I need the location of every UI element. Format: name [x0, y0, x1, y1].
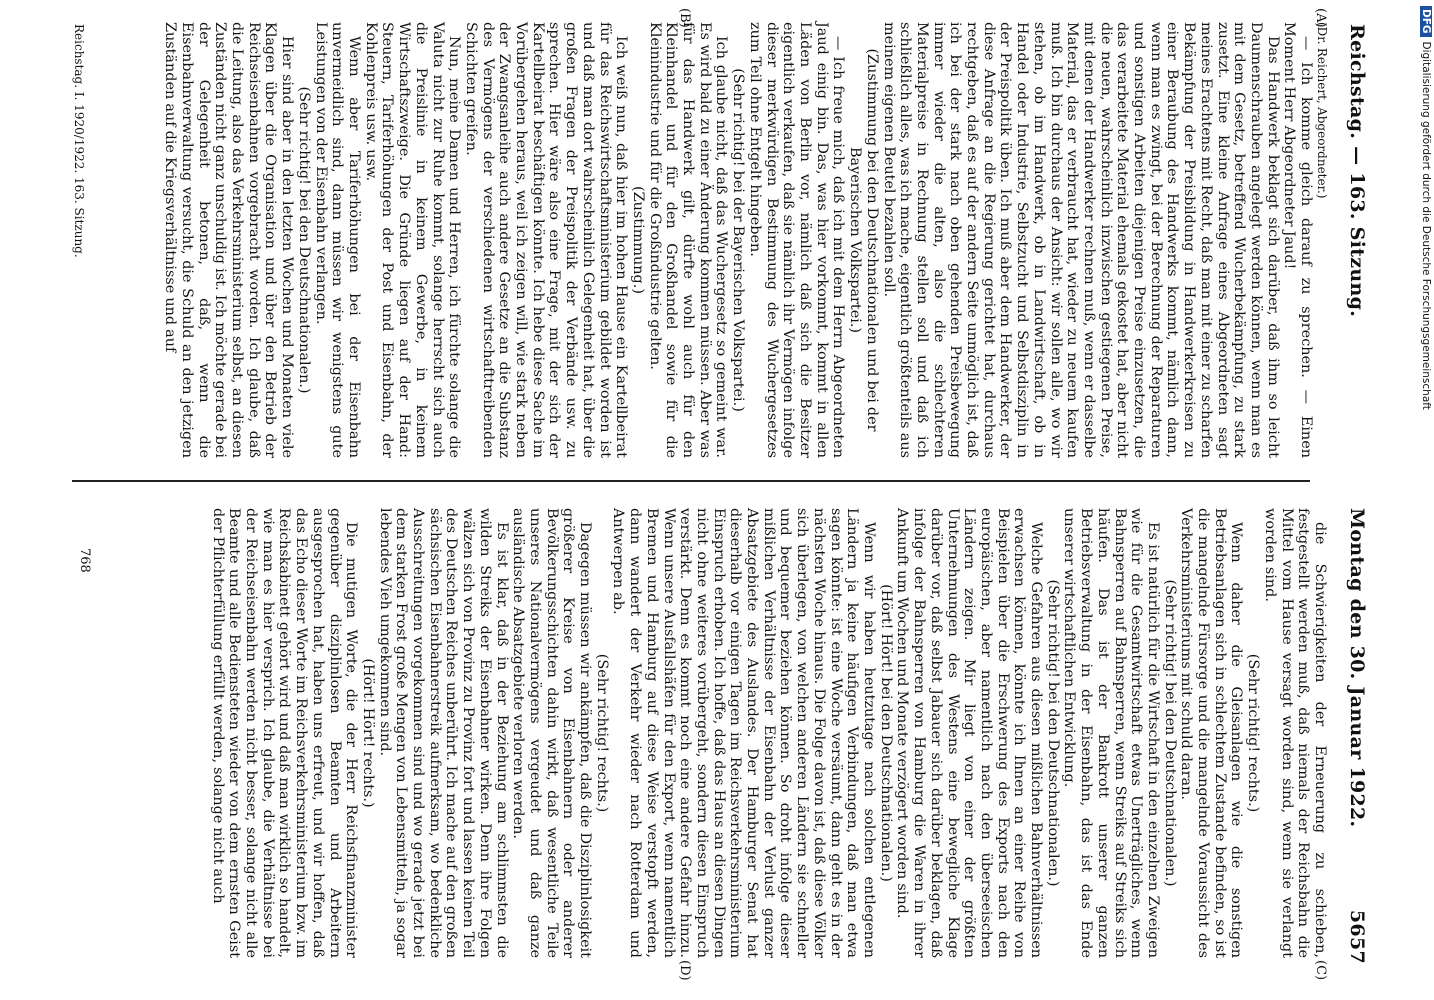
paragraph: (Dr. Reichert, Abgeordneter.) — [1315, 22, 1329, 199]
paragraph: (Hört! Hört! bei den Deutschnationalen.) — [877, 584, 894, 882]
paragraph: die Schwierigkeiten der Erneuerung zu schieben, festgestellt werden muß, daß niemals der Reichsbahn die Mittel vom Hause versagt worden sind, wenn sie verlangt worden sind. — [1261, 508, 1328, 958]
paragraph: — Ich freue mich, daß ich mit dem Herrn Abgeordneten Jaud einig bin. Das, was hier vorkommt, kommt in allen Läden von Berlin vor, nämlich daß sich die Besitzer eigentlich verkaufen, daß sie nämlich ihr Vermögen infolge dieser merkwürdigen Bestimmung des Wuchergesetzes zum Teil ohne Entgelt hingeben. — [746, 22, 847, 458]
paragraph: — Ich komme gleich darauf zu sprechen. — Einen Moment Herr Abgeordneter Jaud! — [1281, 22, 1315, 458]
paragraph: Wenn wir haben heutzutage nach solchen entlegenen Ländern ja keine häufigen Verbindungen, daß man etwa sagen könnte: ist eine Woche versäumt, dann geht es in der nächsten Woche hinaus. Die Folge davon ist, daß diese Völker sich überlegen, von welchen anderen Ländern sie schneller und bequemer beziehen können. So droht infolge dieser mißlichen Verhältnisse der Eisenbahn der Verlust ganzer Absatzgebiete des Auslandes. Der Hamburger Senat hat dieserhalb vor einigen Tagen im Reichsverkehrsministerium Einspruch erhoben. Ich hoffe, daß das Haus an diesen Dingen nicht ohne weiteres vorübergeht, sondern diesen Einspruch verstärkt. Denn es kommt noch eine andere Gefahr hinzu. Wenn unsere Ausfallshäfen für den Export, wenn namentlich Bremen und Hamburg auf diese Weise verstopft werden, dann wandert der Verkehr wieder nach Rotterdam und Antwerpen ab. — [610, 508, 878, 958]
column-divider — [72, 480, 1310, 482]
header-date: Montag den 30. Januar 1922. — [1346, 508, 1368, 828]
margin-marker-d: (D) — [677, 960, 692, 981]
paragraph: (Hört! Hört! rechts.) — [359, 658, 376, 808]
dfg-credit-text: Digitalisierung gefördert durch die Deutsche Forschungsgemeinschaft — [1420, 41, 1432, 410]
paragraph: Ich weiß nun, daß hier im hohen Hause ein Kartellbeirat für das Reichswirtschaftsministerium gebildet worden ist und daß man dort wahrscheinlich Gelegenheit hat, über die großen Fragen der Preispolitik der Verbände usw. zu sprechen. Hier wäre also eine Frage, mit der sich der Kartellbeirat beschäftigen könnte. Ich hebe diese Sache im Vorübergehen heraus, weil ich zeigen will, wie stark neben der Zwangsanleihe auch andere Gesetze an die Substanz des Vermögens der verschiedenen wirtschafttreibenden Schichten greifen. — [462, 22, 630, 458]
dfg-logo: DFG — [1420, 6, 1432, 37]
paragraph: Wenn aber Tariferhöhungen bei der Eisenbahn unvermeidlich sind, dann müssen wir wenigstens gute Leistungen von der Eisenbahn verlangen. — [312, 22, 363, 458]
dfg-sidebar — [1412, 6, 1434, 994]
paragraph: Das Handwerk beklagt sich darüber, daß ihm so leicht Daumenschrauben angelegt werden können, wenn man es mit dem Gesetz, betreffend Wucherbekämpfung, zu stark zusetzt. Eine kleine Anfrage eines Abgeordneten sagt meines Erachtens mit Recht, daß man mit einer zu scharfen Bekämpfung der Preisbildung in Handwerkerkreisen zu einer Beraubung des Handwerks kommt, nämlich dann, wenn man es zwingt, bei der Berechnung der Reparaturen und sonstigen Arbeiten diejenigen Preise einzusetzen, die das verarbeitete Material ehemals gekostet hat, aber nicht die neuen, wahrscheinlich inzwischen gestiegenen Preise, mit denen der Handwerker rechnen muß, wenn er dasselbe Material, das er verbraucht hat, wieder zu neuem kaufen muß. Ich bin durchaus der Ansicht: wir sollen alle, wo wir stehen, ob im Handwerk, ob in Landwirtschaft, ob in Handel oder Industrie, Selbstzucht und Selbstdisziplin in der Preispolitik üben. Ich muß aber dem Handwerker, der diese Anfrage an die Regierung gerichtet hat, durchaus rechtgeben, daß es auf der andern Seite unmöglich ist, daß ich bei der stark nach oben gehenden Preisbewegung immer wieder die alten, also die schlechteren Materialpreise in Rechnung stellen soll und daß ich schließlich alles, was ich mache, eigentlich größtenteils aus meinem eigenen Beutel bezahlen soll. — [880, 22, 1281, 458]
margin-marker-a: (A) — [1313, 8, 1328, 28]
header-session: Reichstag. — 163. Sitzung. — [1346, 24, 1368, 318]
paragraph: (Zustimmung bei den Deutschnationalen und bei der Bayerischen Volkspartei.) — [847, 48, 880, 432]
paragraph: (Sehr richtig! rechts.) — [593, 653, 610, 813]
paragraph: Wenn daher die Gleisanlagen wie die sonstigen Betriebsanlagen sich in schlechtem Zustande befinden, so ist die mangelnde Fürsorge und die mangelnde Voraussicht des Verkehrsministeriums mit schuld daran. — [1178, 508, 1245, 958]
paragraph: (Sehr richtig! rechts.) — [1245, 653, 1262, 813]
right-column — [209, 508, 1328, 958]
paragraph: Hier sind aber in den letzten Wochen und Monaten viele Klagen über die Organisation und über den Betrieb der Reichseisenbahnen vorgebracht worden. Ich glaube, daß die Leitung, also das Verkehrsministerium selbst, an diesen Zuständen nicht ganz unschuldig ist. Ich möchte gerade bei der Gelegenheit betonen, daß, wenn die Eisenbahnverwaltung versucht, die Schuld an den jetzigen Zuständen auf die Kriegsverhältnisse und auf — [162, 22, 296, 458]
paragraph: Nun, meine Damen und Herren, ich fürchte solange die Valuta nicht zur Ruhe kommt, solange herrscht sich auch die Preislinie in keinem Gewerbe, in keinem Wirtschaftszweige. Die Gründe liegen auf der Hand: Steuern, Tariferhöhungen der Post und Eisenbahn, der Kohlenpreis usw. usw. — [362, 22, 463, 458]
margin-marker-b: (B) — [677, 8, 692, 28]
paragraph: (Sehr richtig! bei den Deutschnationalen.) — [1044, 579, 1061, 887]
paragraph: Welche Gefahren aus diesen mißlichen Bahnverhältnissen erwachsen können, könnte ich Ihnen an einer Reihe von Beispielen über die Erschwerung des Exports nach den europäischen, aber namentlich nach den überseeischen Ländern zeigen. Mir liegt von einer der größten Unternehmungen des Westens eine bewegliche Klage darüber vor, daß selbst Jabauer sich darüber beklagen, daß infolge der Bahnsperren von Hamburg die Waren in ihrer Ankunft um Wochen und Monate verzögert worden sind. — [894, 508, 1045, 958]
scanned-page — [52, 8, 1392, 981]
page-footer: Reichstag. I. 1920/1922. 163. Sitzung. — [72, 24, 86, 258]
page-sequence-number: 768 — [77, 548, 92, 573]
header-page-number: 5657 — [1346, 909, 1368, 964]
paragraph: Dagegen müssen wir ankämpfen, daß die Disziplinlosigkeit größerer Kreise von Eisenbahnern oder anderer Bevölkerungsschichten dahin wirkt, daß wesentliche Teile unseres Nationalvermögens vergeudet und daß ganze ausländische Absatzgebiete verloren werden. — [510, 508, 594, 958]
paragraph: (Sehr richtig! bei der Bayerischen Volkspartei.) — [730, 68, 747, 412]
paragraph: Es ist natürlich für die Wirtschaft in den einzelnen Zweigen wie für die Gesamtwirtschaft etwas Unerträgliches, wenn Bahnsperren auf Bahnsperren, wenn Streiks auf Streiks sich häufen. Das ist der Bankrott unserer ganzen Betriebsverwaltung in der Eisenbahn, das ist das Ende unserer wirtschaftlichen Entwicklung. — [1061, 508, 1161, 958]
paragraph: (Zustimmung.) — [629, 186, 646, 294]
paragraph: Es ist klar, daß in der Beziehung am schlimmsten die wilden Streiks der Eisenbahner wirken. Denn ihre Folgen wälzen sich von Provinz zu Provinz fort und lassen keinen Teil des Deutschen Reiches unberührt. Ich mache auf den großen sächsischen Eisenbahnerstreik aufmerksam, wo bedenkliche Ausschreitungen vorgekommen sind und wo gerade jetzt bei dem starken Frost große Mengen von Lebensmitteln, ja sogar lebendes Vieh umgekommen sind. — [376, 508, 510, 958]
paragraph: (Sehr richtig! bei den Deutschnationalen.) — [295, 86, 312, 394]
margin-marker-c: (C) — [1313, 960, 1328, 981]
paragraph: Ich glaube nicht, daß das Wuchergesetz so gemeint war. Es wird bald zu einer Änderung kommen müssen. Aber was für das Handwerk gilt, dürfte wohl auch für den Kleinhandel und für den Großhandel sowie für die Kleinindustrie und für die Großindustrie gelten. — [646, 22, 730, 458]
paragraph: (Sehr richtig! bei den Deutschnationalen.) — [1161, 579, 1178, 887]
page-header — [1334, 8, 1374, 978]
left-column — [162, 22, 1328, 458]
paragraph: Die mutigen Worte, die der Herr Reichsfinanzminister gegenüber disziplinlosen Beamten und Arbeitern ausgesprochen hat, haben uns erfreut, und wir hoffen, daß das Echo dieser Worte im Reichsverkehrsministerium bzw. im Reichskabinett gehört wird und daß man wirklich so handelt, wie man es hier versprich. Ich glaube, die Verhältnisse bei der Reichseisenbahn werden nicht besser, solange nicht alle Beamte und alle Bediensteten wieder von dem ernsten Geist der Pflichterfüllung erfüllt werden, solange nicht auch — [209, 508, 360, 958]
